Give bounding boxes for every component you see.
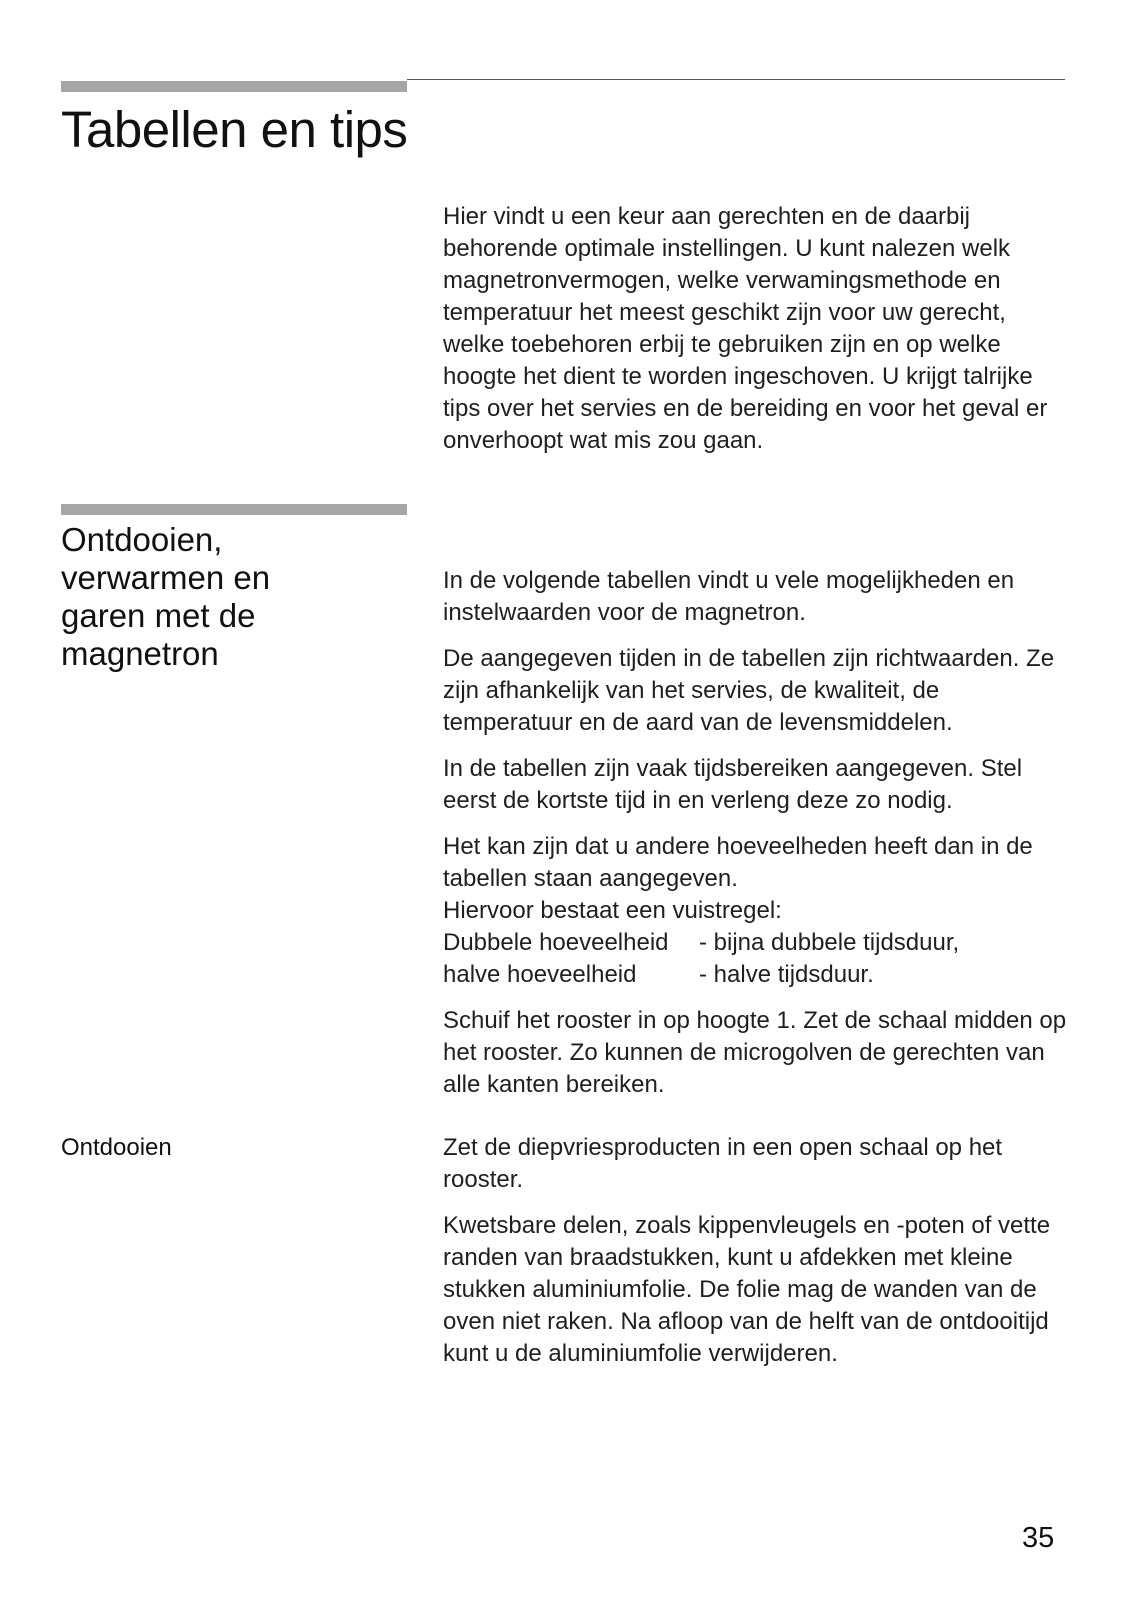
rule-value: - bijna dubbele tijdsduur, <box>699 929 960 956</box>
rule-intro: Hiervoor bestaat een vuistregel: <box>443 897 782 924</box>
defrost-body <box>443 1132 1073 1384</box>
body-paragraph: Zet de diepvriesproducten in een open schaal op het rooster. <box>443 1134 1003 1193</box>
section-title-line: magnetron <box>61 635 219 672</box>
rule-row <box>443 927 1073 959</box>
rule-row <box>443 959 1073 991</box>
title-rule-thin <box>407 79 1065 80</box>
section-title <box>61 521 391 673</box>
rule-of-thumb <box>443 831 1073 991</box>
title-rule-thick <box>61 81 407 92</box>
body-paragraph: De aangegeven tijden in de tabellen zijn richtwaarden. Ze zijn afhankelijk van het servies, de kwaliteit, de temperatuur en de aard van de levensmiddelen. <box>443 645 1055 736</box>
intro-paragraph: Hier vindt u een keur aan gerechten en de daarbij behorende optimale instellingen. U kunt nalezen welk magnetronvermogen, welke verwamingsmethode en temperatuur het meest geschikt zijn voor uw gerecht, welke toebehoren erbij te gebruiken zijn en op welke hoogte het dient te worden ingeschoven. U krijgt talrijke tips over het servies en de bereiding en voor het geval er onverhoopt wat mis zou gaan. <box>443 203 1048 454</box>
rule-label: halve hoeveelheid <box>443 961 637 988</box>
section-title-line: Ontdooien, <box>61 521 223 558</box>
defrost-heading: Ontdooien <box>61 1134 172 1161</box>
section-rule <box>61 504 407 515</box>
body-paragraph: In de volgende tabellen vindt u vele mogelijkheden en instelwaarden voor de magnetron. <box>443 567 1015 626</box>
rule-intro: Het kan zijn dat u andere hoeveelheden heeft dan in de tabellen staan aangegeven. <box>443 833 1033 892</box>
section-title-line: garen met de <box>61 597 256 634</box>
body-paragraph: Schuif het rooster in op hoogte 1. Zet de schaal midden op het rooster. Zo kunnen de microgolven de gerechten van alle kanten bereiken. <box>443 1007 1067 1098</box>
body-paragraph: Kwetsbare delen, zoals kippenvleugels en -poten of vette randen van braadstukken, kunt u afdekken met kleine stukken aluminiumfolie. De folie mag de wanden van de oven niet raken. Na afloop van de helft van de ontdooitijd kunt u de aluminiumfolie verwijderen. <box>443 1212 1051 1367</box>
rule-label: Dubbele hoeveelheid <box>443 929 669 956</box>
section-title-line: verwarmen en <box>61 559 271 596</box>
page-number: 35 <box>1022 1522 1055 1554</box>
section-body <box>443 565 1073 1115</box>
body-paragraph: In de tabellen zijn vaak tijdsbereiken aangegeven. Stel eerst de kortste tijd in en verleng deze zo nodig. <box>443 755 1023 814</box>
page-title: Tabellen en tips <box>61 101 408 158</box>
rule-value: - halve tijdsduur. <box>699 961 874 988</box>
